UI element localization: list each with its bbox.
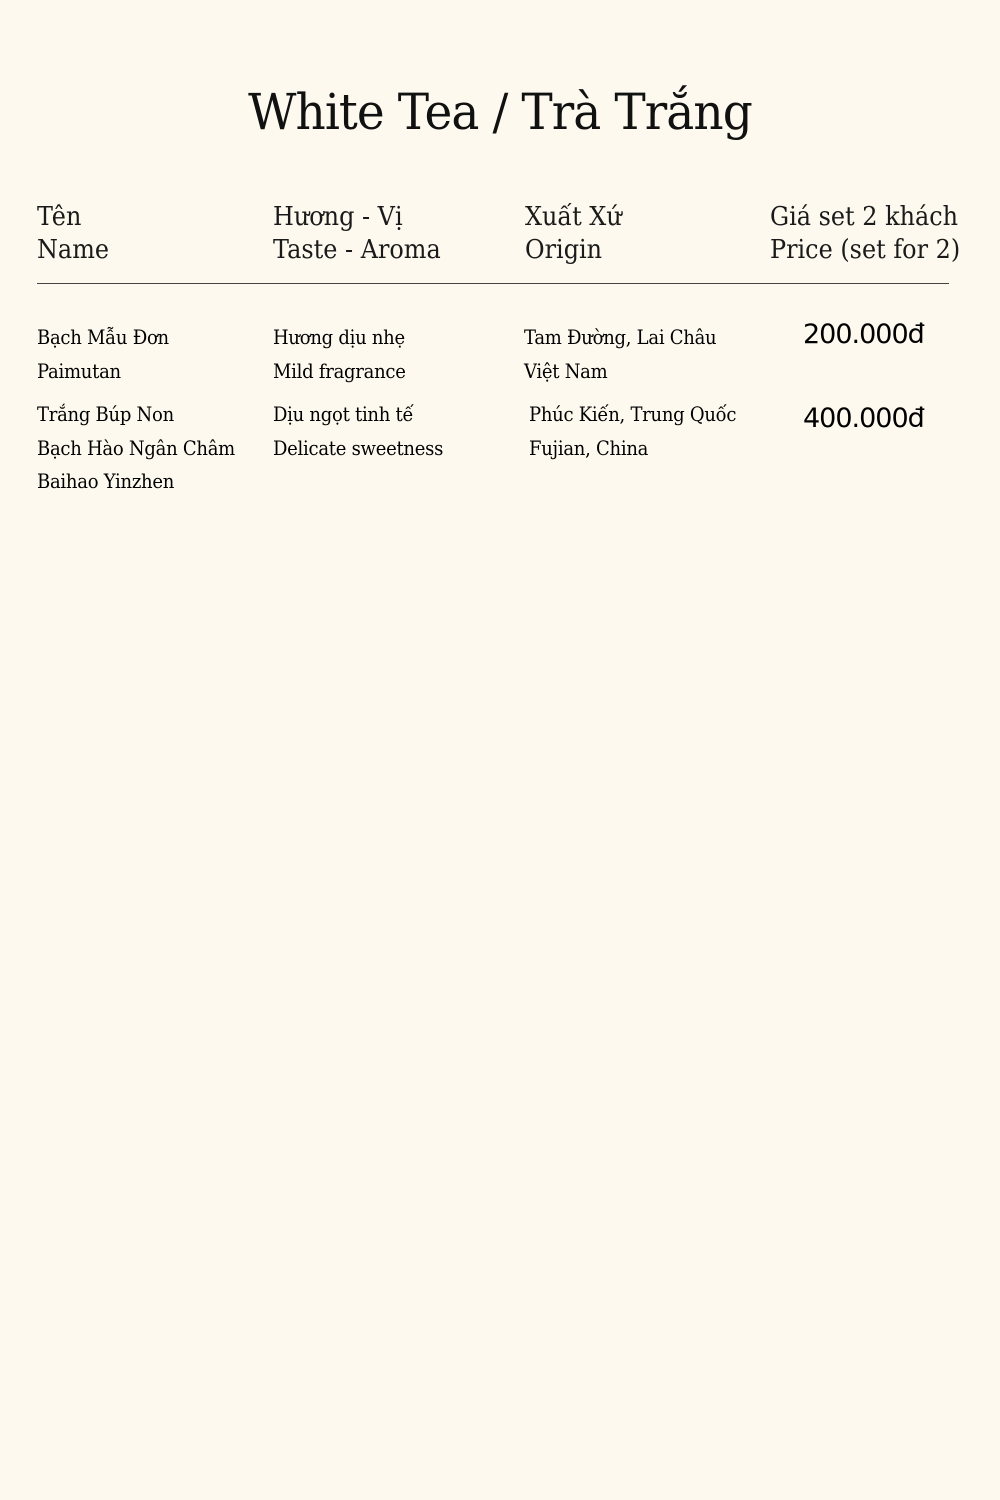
tea-origin-en: Việt Nam — [524, 358, 608, 383]
header-divider — [37, 283, 949, 284]
column-header-price — [770, 201, 960, 267]
column-header-taste-vi: Hương - Vị — [273, 202, 403, 232]
column-header-taste-en: Taste - Aroma — [273, 235, 441, 265]
page-title: White Tea / Trà Trắng — [248, 83, 752, 141]
tea-taste-en: Delicate sweetness — [273, 435, 444, 460]
tea-name-vi: Bạch Mẫu Đơn — [37, 325, 169, 349]
tea-taste-en: Mild fragrance — [273, 358, 406, 383]
table-row-2-name — [37, 398, 235, 499]
column-header-name — [37, 201, 109, 267]
tea-taste-vi: Dịu ngọt tinh tế — [273, 402, 414, 426]
table-row-2-origin — [529, 398, 736, 465]
column-header-taste — [273, 201, 441, 267]
column-header-name-vi: Tên — [37, 202, 82, 232]
tea-name-alt: Bạch Hào Ngân Châm — [37, 435, 235, 460]
table-row-1-name — [37, 321, 169, 388]
tea-name-en: Baihao Yinzhen — [37, 469, 175, 493]
column-header-name-en: Name — [37, 235, 110, 265]
column-header-price-vi: Giá set 2 khách — [770, 202, 959, 232]
tea-origin-vi: Tam Đường, Lai Châu — [524, 325, 717, 349]
table-row-1-taste — [273, 321, 406, 388]
tea-taste-vi: Hương dịu nhẹ — [273, 325, 405, 349]
table-row-2-price: 400.000đ — [803, 403, 924, 434]
column-header-origin — [525, 201, 622, 267]
tea-name-vi: Trắng Búp Non — [37, 402, 174, 426]
table-row-1-price: 200.000đ — [803, 319, 924, 350]
column-header-origin-en: Origin — [525, 235, 603, 265]
column-header-price-en: Price (set for 2) — [770, 235, 961, 265]
tea-origin-vi: Phúc Kiến, Trung Quốc — [529, 402, 737, 426]
table-row-1-origin — [524, 321, 716, 388]
tea-origin-en: Fujian, China — [529, 435, 649, 460]
column-header-origin-vi: Xuất Xứ — [525, 202, 622, 232]
tea-name-en: Paimutan — [37, 358, 121, 383]
table-row-2-taste — [273, 398, 443, 465]
